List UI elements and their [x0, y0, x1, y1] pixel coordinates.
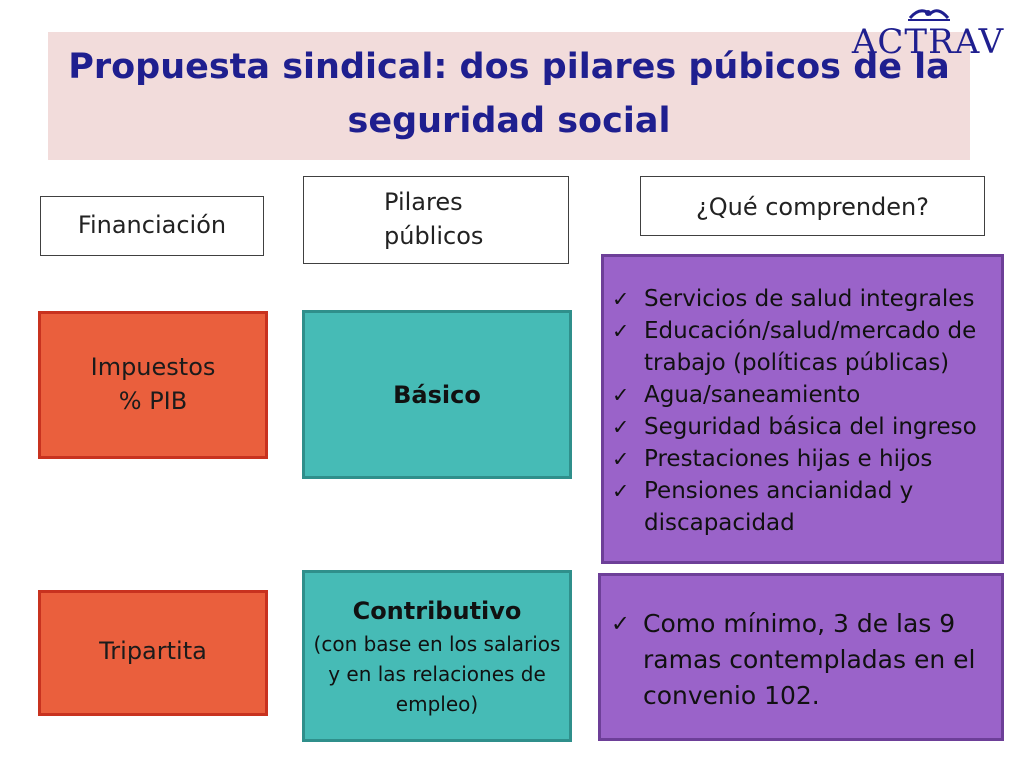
header-financiacion	[40, 196, 264, 256]
header-financiacion-label: Financiación	[77, 211, 227, 239]
basico-label: Básico	[393, 381, 481, 409]
header-pilares	[303, 176, 569, 264]
impuestos-label: Impuestos % PIB	[90, 353, 216, 415]
box-basico	[302, 310, 572, 479]
list-item	[612, 443, 992, 475]
list-item-text: Seguridad básica del ingreso	[644, 414, 977, 440]
box-impuestos	[38, 311, 268, 459]
checkmark-icon: ✓	[612, 287, 630, 311]
checkmark-icon: ✓	[612, 383, 630, 407]
checkmark-icon: ✓	[612, 415, 630, 439]
header-que-comprenden	[640, 176, 985, 236]
list-item-text: Agua/saneamiento	[644, 382, 861, 408]
box-contrib-items	[598, 573, 1004, 741]
checkmark-icon: ✓	[611, 611, 630, 637]
list-item	[612, 315, 992, 379]
logo-text: ACTRAV	[851, 22, 1005, 62]
box-basic-items	[601, 254, 1004, 564]
contributivo-title: Contributivo	[352, 597, 522, 625]
checkmark-icon: ✓	[612, 319, 630, 343]
header-pilares-label: Pilares públicos	[384, 188, 484, 250]
list-item	[612, 283, 992, 315]
slide-title: Propuesta sindical: dos pilares púbicos de la seguridad social	[68, 47, 950, 141]
checkmark-icon: ✓	[612, 447, 630, 471]
header-que-label: ¿Qué comprenden?	[696, 193, 929, 221]
box-contributivo	[302, 570, 572, 742]
list-item-text: Educación/salud/mercado de trabajo (políticas públicas)	[644, 318, 977, 376]
actrav-logo	[848, 0, 1008, 64]
list-item	[612, 475, 992, 539]
checkmark-icon: ✓	[612, 479, 630, 503]
list-item-text: Prestaciones hijas e hijos	[644, 446, 933, 472]
box-tripartita	[38, 590, 268, 716]
contributivo-subtitle: (con base en los salarios y en las relaciones de empleo)	[313, 632, 561, 716]
list-item-text: Como mínimo, 3 de las 9 ramas contempladas en el convenio 102.	[643, 609, 976, 710]
basic-items-list	[612, 283, 992, 539]
list-item-text: Servicios de salud integrales	[644, 286, 975, 312]
list-item	[612, 379, 992, 411]
list-item-text: Pensiones ancianidad y discapacidad	[644, 478, 914, 536]
list-item	[611, 606, 991, 714]
list-item	[612, 411, 992, 443]
contrib-items-list	[611, 606, 991, 714]
tripartita-label: Tripartita	[99, 637, 207, 665]
